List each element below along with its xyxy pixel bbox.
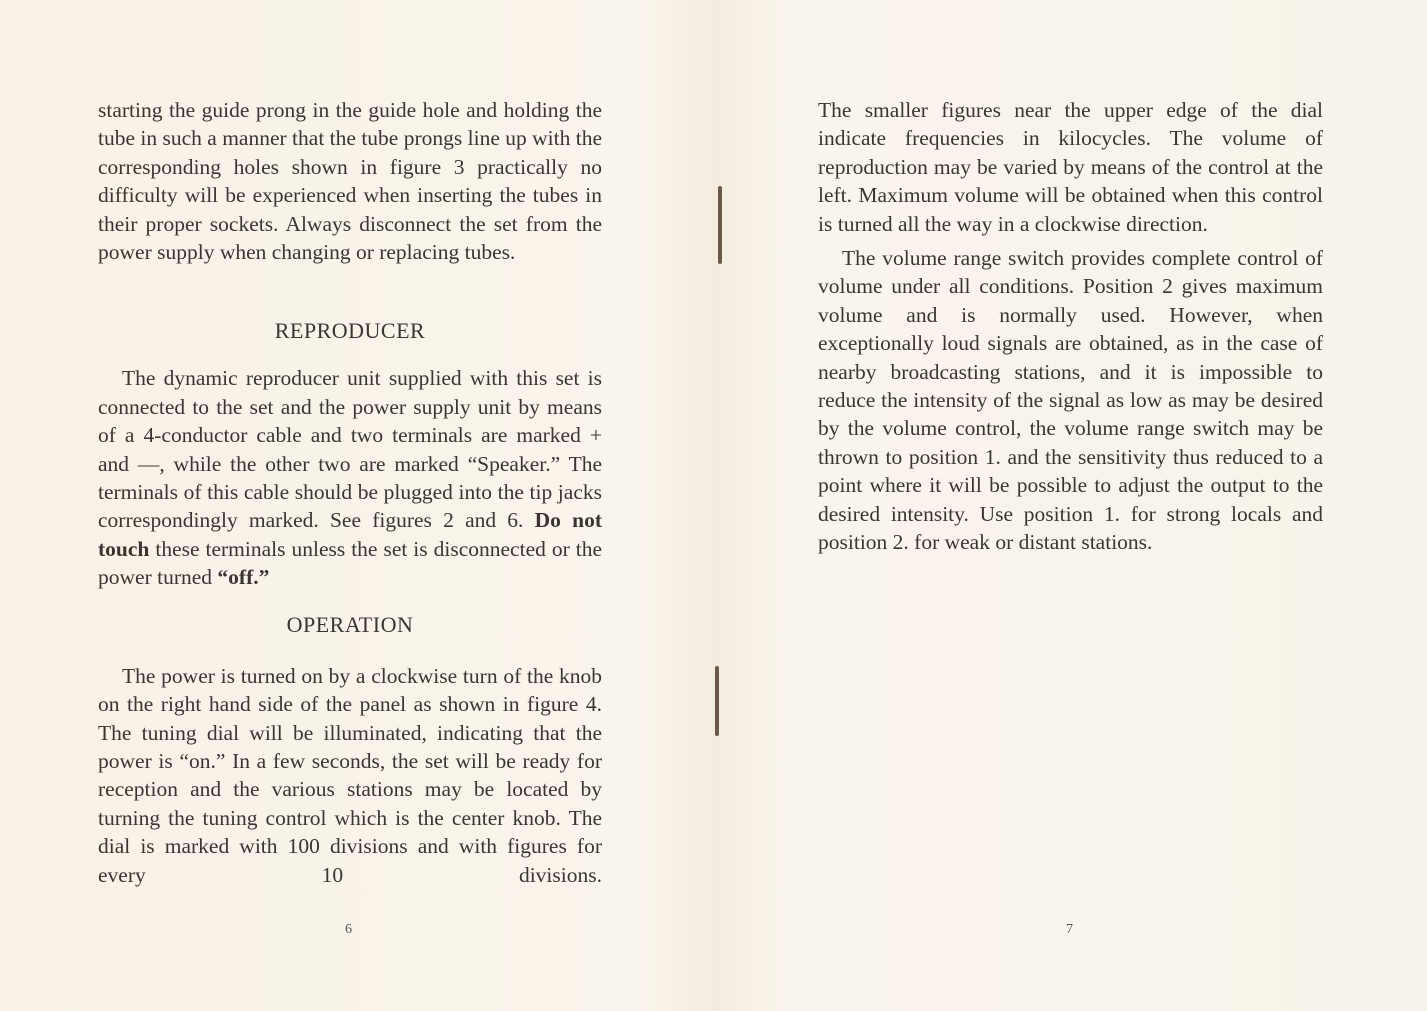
page-number-right: 7 [1066,922,1073,937]
operation-heading: OPERATION [286,611,414,637]
reproducer-text-1: The dynamic reproducer unit supplied with this set is connected to the set and the power supply unit by means of a 4-conductor cable and two terminals are marked + and —, while the other two are marked “Speaker.” The terminals of this cable should be plugged into the tip jacks correspondingly marked. See figures 2 and 6. [98,366,602,533]
dial-paragraph: The smaller figures near the upper edge of the dial indicate frequencies in kilocycles. The volume of reproduction may be varied by means of the control at the left. Maximum volume will be obtained when this control is turned all the way in a clockwise direction. [818,98,1323,236]
intro-paragraph: starting the guide prong in the guide hole and holding the tube in such a manner that the tube prongs line up with the corresponding holes shown in figure 3 practically no difficulty will be experienced when inserting the tubes in their proper sockets. Always disconnect the set from the power supply when changing or replacing tubes. [98,98,602,265]
volume-switch-paragraph: The volume range switch provides complete control of volume under all conditions. Position 2 gives maximum volume and is normally used. However, when exceptionally loud signals are obtained, as in the case of nearby broadcasting stations, and it is impossible to reduce the intensity of the signal as low as may be desired by the volume control, the volume range switch may be thrown to position 1. and the sensitivity thus reduced to a point where it will be possible to adjust the output to the desired intensity. Use position 1. for strong locals and position 2. for weak or distant stations. [818,246,1323,555]
reproducer-bold: Do not touch [98,508,602,561]
binding-staple-top [718,186,722,264]
page-number-left: 6 [345,922,352,937]
reproducer-paragraph [98,364,602,591]
operation-paragraph: The power is turned on by a clockwise turn of the knob on the right hand side of the panel as shown in figure 4. The tuning dial will be illuminated, indicating that the power is “on.” In a few seconds, the set will be ready for reception and the various stations may be located by turning the tuning control which is the center knob. The dial is marked with 100 divisions and with figures for every 10 divisions. [98,663,602,887]
left-page [98,96,602,889]
reproducer-heading: REPRODUCER [274,318,426,344]
reproducer-text-2: these terminals unless the set is disconnected or the power turned [98,536,602,590]
reproducer-bold-end: “off.” [217,565,270,590]
right-page [818,96,1323,557]
binding-staple-bottom [715,666,719,736]
